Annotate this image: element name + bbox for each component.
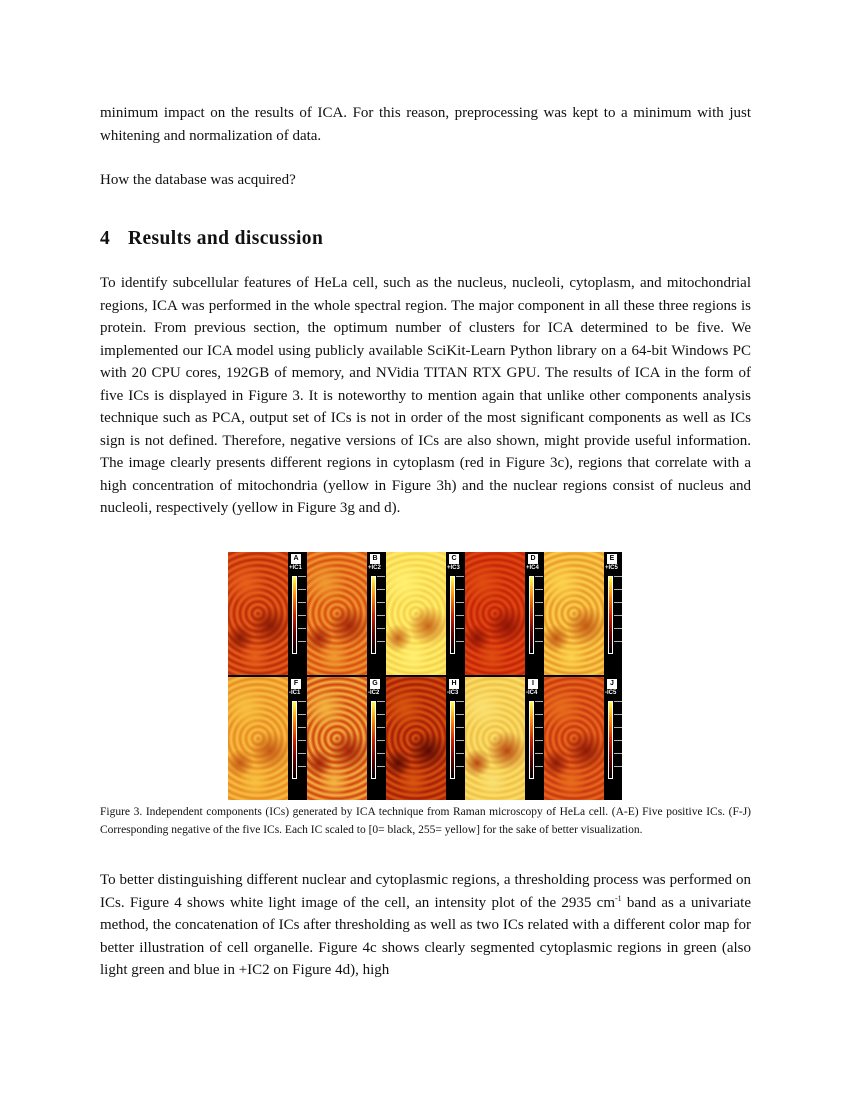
colorbar-gradient xyxy=(529,701,534,779)
panel-letter: D xyxy=(528,554,538,564)
panel-letter: I xyxy=(528,679,538,689)
colorbar-ticks xyxy=(456,701,464,779)
figure-panel-h xyxy=(386,677,464,800)
colorbar xyxy=(525,552,543,675)
panel-ic-label: +IC1 xyxy=(289,565,302,571)
panel-ic-label: -IC5 xyxy=(605,690,617,696)
figure-panel-e xyxy=(544,552,622,675)
section-title: Results and discussion xyxy=(128,228,324,249)
figure-caption: Figure 3. Independent components (ICs) generated by ICA technique from Raman microscopy of HeLa cell. (A-E) Five positive ICs. (F-J) Corresponding negative of the five ICs. Each IC scaled to [0= black, 255= yellow] for the sake of better visualization. xyxy=(100,806,751,836)
colorbar xyxy=(367,677,385,800)
panel-letter: B xyxy=(370,554,380,564)
section-heading xyxy=(100,228,323,250)
colorbar xyxy=(446,677,464,800)
panel-ic-label: +IC4 xyxy=(526,565,539,571)
panel-ic-label: +IC2 xyxy=(368,565,381,571)
colorbar-ticks xyxy=(614,701,622,779)
colorbar xyxy=(367,552,385,675)
panel-ic-label: +IC3 xyxy=(447,565,460,571)
panel-ic-label: -IC4 xyxy=(526,690,538,696)
colorbar-ticks xyxy=(377,701,385,779)
panel-ic-label: -IC1 xyxy=(289,690,301,696)
colorbar xyxy=(446,552,464,675)
ic-heatmap-image xyxy=(228,552,288,675)
figure-panel-a xyxy=(228,552,306,675)
colorbar-ticks xyxy=(535,701,543,779)
colorbar-gradient xyxy=(371,576,376,654)
colorbar-gradient xyxy=(529,576,534,654)
figure-panel-b xyxy=(307,552,385,675)
figure-panel-j xyxy=(544,677,622,800)
panel-ic-label: -IC2 xyxy=(368,690,380,696)
colorbar-ticks xyxy=(535,576,543,654)
thresholding-text-end: band as a univariate method, the concatenation of ICs after thresholding as well as two ICs related with a different color map for better illustration of cell organelle. Figure 4c shows clearly segmented cytoplasmic regions in green (also light green and blue in +IC2 on Figure 4d), high xyxy=(100,894,751,978)
ic-heatmap-image xyxy=(386,552,446,675)
colorbar-ticks xyxy=(456,576,464,654)
figure-3-image xyxy=(228,552,622,800)
colorbar xyxy=(288,677,306,800)
section-number: 4 xyxy=(100,228,111,249)
paragraph-results: To identify subcellular features of HeLa cell, such as the nucleus, nucleoli, cytoplasm, and mitochondrial regions, ICA was performed in the whole spectral region. The major component in all these three regions is protein. From previous section, the optimum number of clusters for ICA determined to be five. We implemented our ICA model using publicly available SciKit-Learn Python library on a 64-bit Windows PC with 20 CPU cores, 192GB of memory, and NVidia TITAN RTX GPU. The results of ICA in the form of five ICs is displayed in Figure 3. It is noteworthy to mention again that unlike other components analysis technique such as PCA, output set of ICs is not in order of the most significant components as well as ICs sign is not defined. Therefore, negative versions of ICs are also shown, might provide useful information. The image clearly presents different regions in cytoplasm (red in Figure 3c), regions that correlate with a high concentration of mitochondria (yellow in Figure 3h) and the nuclear regions consist of nucleus and nucleoli, respectively (yellow in Figure 3g and d). xyxy=(100,275,751,516)
colorbar-ticks xyxy=(377,576,385,654)
panel-letter: H xyxy=(449,679,459,689)
paragraph-question: How the database was acquired? xyxy=(100,172,296,188)
colorbar-gradient xyxy=(371,701,376,779)
paragraph-thresholding xyxy=(100,869,751,982)
figure-panel-g xyxy=(307,677,385,800)
colorbar-gradient xyxy=(450,701,455,779)
colorbar-gradient xyxy=(292,701,297,779)
panel-letter: C xyxy=(449,554,459,564)
colorbar-gradient xyxy=(608,701,613,779)
panel-letter: J xyxy=(607,679,617,689)
colorbar-gradient xyxy=(450,576,455,654)
paragraph-intro: minimum impact on the results of ICA. For this reason, preprocessing was kept to a minimum with just whitening and normalization of data. xyxy=(100,105,751,144)
panel-letter: F xyxy=(291,679,301,689)
panel-letter: E xyxy=(607,554,617,564)
ic-heatmap-image xyxy=(386,677,446,800)
panel-letter: G xyxy=(370,679,380,689)
ic-heatmap-image xyxy=(307,677,367,800)
colorbar-ticks xyxy=(298,576,306,654)
colorbar-ticks xyxy=(614,576,622,654)
ic-heatmap-image xyxy=(307,552,367,675)
panel-ic-label: -IC3 xyxy=(447,690,459,696)
ic-heatmap-image xyxy=(544,552,604,675)
panel-letter: A xyxy=(291,554,301,564)
figure-panel-f xyxy=(228,677,306,800)
figure-panel-i xyxy=(465,677,543,800)
colorbar xyxy=(288,552,306,675)
colorbar-gradient xyxy=(292,576,297,654)
figure-panel-d xyxy=(465,552,543,675)
panel-ic-label: +IC5 xyxy=(605,565,618,571)
colorbar xyxy=(604,552,622,675)
ic-heatmap-image xyxy=(465,677,525,800)
ic-heatmap-image xyxy=(544,677,604,800)
figure-panel-c xyxy=(386,552,464,675)
ic-heatmap-image xyxy=(465,552,525,675)
ic-heatmap-image xyxy=(228,677,288,800)
colorbar-ticks xyxy=(298,701,306,779)
thresholding-superscript: -1 xyxy=(614,893,622,903)
thresholding-text-start: To better distinguishing different nuclear and cytoplasmic regions, a thresholding process was performed on ICs. Figure 4 shows white light image of the cell, an intensity plot of the 2935 cm xyxy=(100,872,751,911)
colorbar xyxy=(525,677,543,800)
colorbar-gradient xyxy=(608,576,613,654)
colorbar xyxy=(604,677,622,800)
